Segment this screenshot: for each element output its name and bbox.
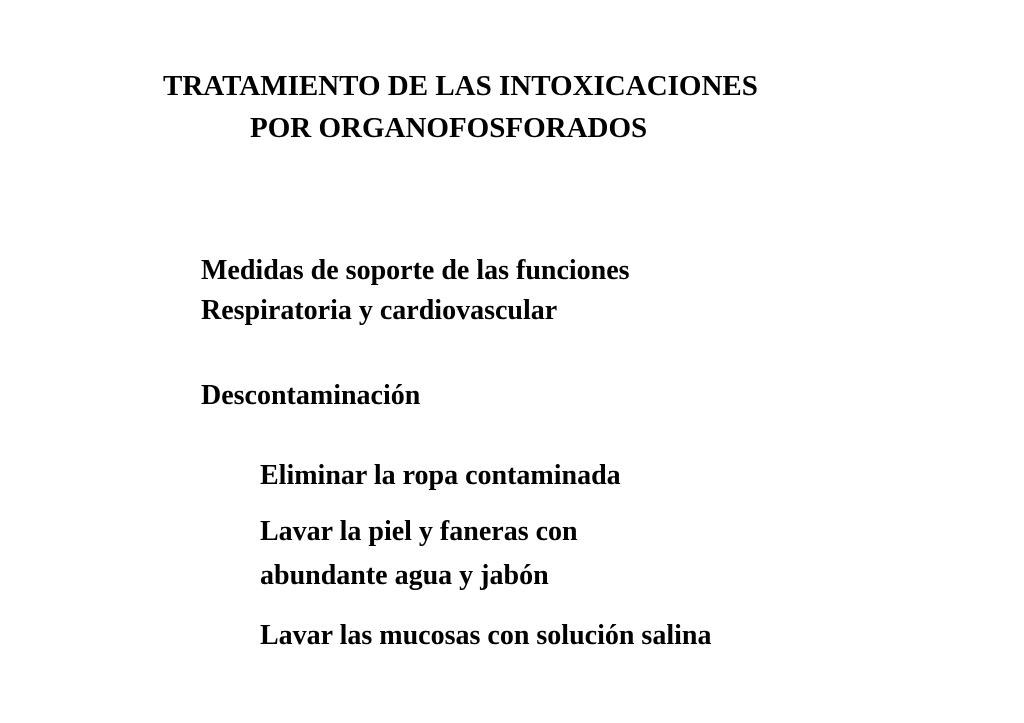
decontamination-item-wash-mucosa: Lavar las mucosas con solución salina [260,620,712,651]
support-measures-line-2: Respiratoria y cardiovascular [201,295,558,326]
slide-title-line-1: TRATAMIENTO DE LAS INTOXICACIONES [163,70,758,102]
slide-title-line-2: POR ORGANOFOSFORADOS [250,112,648,144]
support-measures-line-1: Medidas de soporte de las funciones [201,255,630,286]
decontamination-item-wash-skin-line-1: Lavar la piel y faneras con [260,516,578,547]
decontamination-item-remove-clothing: Eliminar la ropa contaminada [260,460,621,491]
decontamination-item-wash-skin-line-2: abundante agua y jabón [260,560,549,591]
decontamination-heading: Descontaminación [201,380,421,411]
